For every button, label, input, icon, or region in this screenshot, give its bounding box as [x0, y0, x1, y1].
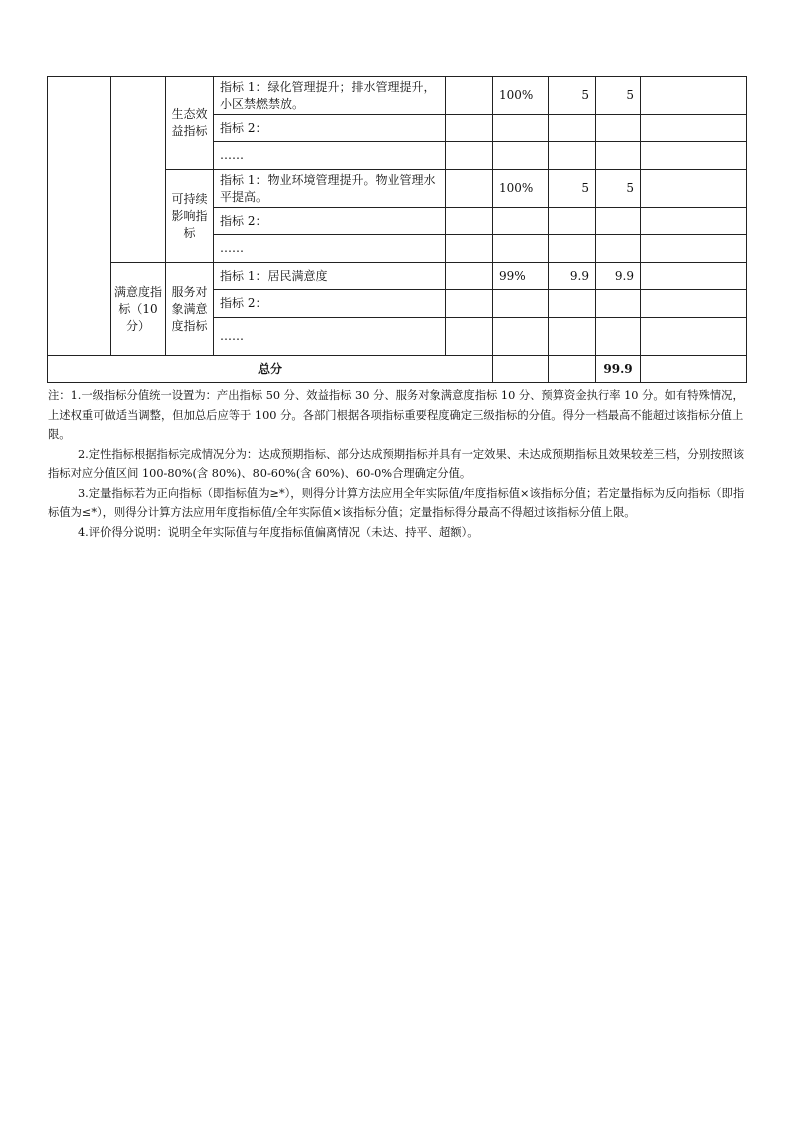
- sat-weight: 9.9: [549, 263, 596, 290]
- eco-weight: 5: [549, 77, 596, 115]
- table-row: [48, 77, 747, 115]
- note-3: 3.定量指标若为正向指标（即指标值为≥*），则得分计算方法应用全年实际值/年度指标值×该指标分值；若定量指标为反向指标（即指标值为≤*），则得分计算方法应用年度指标值/全年实际值×该指标分值；定量指标得分最高不得超过该指标分值上限。: [48, 486, 745, 519]
- sus-weight: 5: [549, 170, 596, 208]
- note-2: 2.定性指标根据指标完成情况分为：达成预期指标、部分达成预期指标并具有一定效果、未达成预期指标且效果较差三档，分别按照该指标对应分值区间 100-80%(含 80%)、80-60%(含 60%)、60-0%合理确定分值。: [48, 447, 745, 480]
- eco-ellipsis: ……: [214, 142, 446, 170]
- total-row: [48, 356, 747, 383]
- sat-level2: 满意度指标（10分）: [111, 263, 166, 356]
- eco-label: 生态效益指标: [166, 77, 214, 170]
- sus-ellipsis: ……: [214, 235, 446, 263]
- eco-indicator-2: 指标 2：: [214, 115, 446, 142]
- note-4: 4.评价得分说明：说明全年实际值与年度指标值偏离情况（未达、持平、超额）。: [78, 525, 479, 539]
- sat-indicator-2: 指标 2：: [214, 290, 446, 318]
- sat-score: 9.9: [596, 263, 641, 290]
- total-label: 总分: [48, 356, 493, 383]
- note-1: 注：1.一级指标分值统一设置为：产出指标 50 分、效益指标 30 分、服务对象满意度指标 10 分、预算资金执行率 10 分。如有特殊情况，上述权重可做适当调整，但加总后应等于 100 分。各部门根据各项指标重要程度确定三级指标的分值。得分一档最高不能超过该指标分值上限。: [48, 389, 744, 441]
- level2-cell: [111, 77, 166, 263]
- sus-indicator-2: 指标 2：: [214, 208, 446, 235]
- sus-target: 100%: [493, 170, 549, 208]
- eco-score: 5: [596, 77, 641, 115]
- level1-cell: [48, 77, 111, 356]
- eco-target: 100%: [493, 77, 549, 115]
- sat-target: 99%: [493, 263, 549, 290]
- eco-indicator-1: 指标 1：绿化管理提升；排水管理提升，小区禁燃禁放。: [214, 77, 446, 115]
- sus-indicator-1: 指标 1：物业环境管理提升。物业管理水平提高。: [214, 170, 446, 208]
- sat-ellipsis: ……: [214, 318, 446, 356]
- total-score: 99.9: [596, 356, 641, 383]
- sat-indicator-1: 指标 1：居民满意度: [214, 263, 446, 290]
- sus-label: 可持续影响指标: [166, 170, 214, 263]
- sus-score: 5: [596, 170, 641, 208]
- table-row: [48, 263, 747, 290]
- notes: [48, 386, 748, 542]
- performance-table: [47, 76, 747, 383]
- sat-label: 服务对象满意度指标: [166, 263, 214, 356]
